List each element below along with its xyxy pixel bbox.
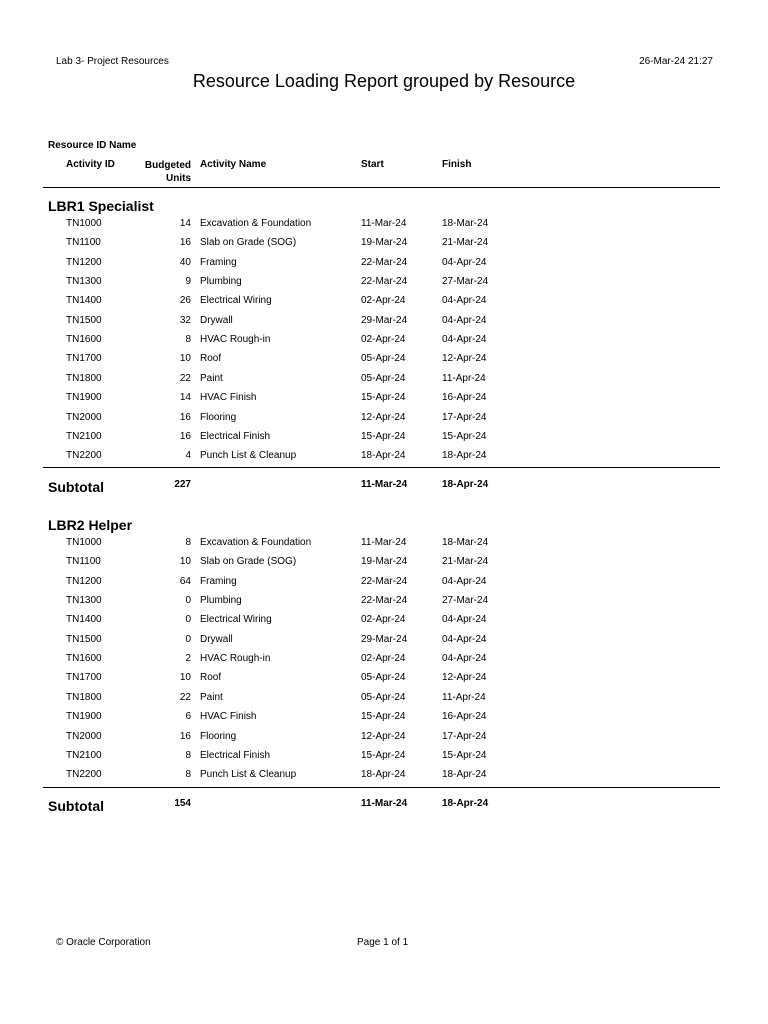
budgeted-units: 32 [179,314,191,326]
finish-date: 17-Apr-24 [442,730,487,742]
finish-date: 04-Apr-24 [442,314,487,326]
activity-id: TN1800 [66,372,102,384]
resource-group-title: LBR1 Specialist [48,198,154,214]
column-header-activity-name: Activity Name [200,159,267,170]
table-row [0,431,768,450]
table-row [0,218,768,237]
activity-id: TN2200 [66,769,102,781]
activity-name: Flooring [200,730,237,742]
budgeted-units: 0 [185,633,191,645]
finish-date: 04-Apr-24 [442,614,487,626]
budgeted-units: 14 [179,392,191,404]
header-divider [43,187,720,188]
finish-date: 12-Apr-24 [442,353,487,365]
table-row [0,614,768,633]
table-row [0,769,768,788]
table-row [0,392,768,411]
finish-date: 18-Apr-24 [442,769,487,781]
activity-name: Drywall [200,314,233,326]
budgeted-units: 10 [179,672,191,684]
activity-id: TN1000 [66,218,102,229]
budgeted-units: 10 [179,353,191,365]
activity-name: HVAC Finish [200,711,257,723]
budgeted-units: 16 [179,730,191,742]
table-row [0,556,768,575]
activity-name: Paint [200,691,223,703]
table-row [0,334,768,353]
finish-date: 04-Apr-24 [442,653,487,665]
budgeted-units: 40 [179,256,191,268]
activity-id: TN1200 [66,575,102,587]
table-row [0,315,768,334]
start-date: 05-Apr-24 [361,672,406,684]
budgeted-units: 22 [179,691,191,703]
start-date: 29-Mar-24 [361,314,408,326]
activity-name: Electrical Wiring [200,614,272,626]
activity-id: TN1100 [66,237,101,249]
budgeted-units: 16 [179,237,191,249]
activity-name: HVAC Rough-in [200,653,271,665]
activity-id: TN1100 [66,556,101,568]
activity-name: Roof [200,672,222,684]
activity-id: TN1600 [66,653,102,665]
budgeted-units: 16 [179,411,191,423]
activity-name: Framing [200,575,237,587]
table-row [0,257,768,276]
activity-id: TN2200 [66,450,102,462]
finish-date: 17-Apr-24 [442,411,487,423]
subtotal-divider [43,467,720,468]
activity-id: TN1700 [66,672,102,684]
activity-id: TN1300 [66,595,102,607]
finish-date: 04-Apr-24 [442,295,487,307]
start-date: 12-Apr-24 [361,730,406,742]
finish-date: 04-Apr-24 [442,334,487,346]
start-date: 22-Mar-24 [361,276,408,288]
budgeted-units: 8 [185,537,191,548]
start-date: 05-Apr-24 [361,353,406,365]
subtotal-divider [43,787,720,788]
table-row [0,692,768,711]
activity-id: TN1400 [66,295,102,307]
table-row [0,672,768,691]
activity-name: HVAC Rough-in [200,334,271,346]
finish-date: 18-Mar-24 [442,537,489,548]
finish-date: 21-Mar-24 [442,237,489,249]
start-date: 22-Mar-24 [361,595,408,607]
finish-date: 04-Apr-24 [442,256,487,268]
activity-id: TN1000 [66,537,102,548]
activity-id: TN1600 [66,334,102,346]
column-header-activity-id: Activity ID [66,159,115,170]
table-row [0,353,768,372]
column-header-start: Start [361,159,384,170]
start-date: 29-Mar-24 [361,633,408,645]
table-row [0,276,768,295]
start-date: 18-Apr-24 [361,769,406,781]
start-date: 11-Mar-24 [361,218,407,229]
start-date: 19-Mar-24 [361,556,408,568]
finish-date: 27-Mar-24 [442,595,489,607]
activity-name: Plumbing [200,276,242,288]
activity-name: Electrical Finish [200,749,271,761]
start-date: 02-Apr-24 [361,653,406,665]
start-date: 19-Mar-24 [361,237,408,249]
budgeted-units: 0 [185,614,191,626]
finish-date: 11-Apr-24 [442,691,486,703]
finish-date: 15-Apr-24 [442,749,487,761]
budgeted-units: 14 [179,218,191,229]
budgeted-units: 8 [185,769,191,781]
report-title: Resource Loading Report grouped by Resource [192,71,576,91]
table-row [0,711,768,730]
start-date: 18-Apr-24 [361,450,406,462]
subtotal-units: 227 [174,479,191,490]
budgeted-units: 2 [185,653,191,665]
activity-id: TN1900 [66,711,102,723]
table-row [0,731,768,750]
finish-date: 18-Mar-24 [442,218,489,229]
activity-id: TN2000 [66,730,102,742]
budgeted-units: 10 [179,556,191,568]
start-date: 15-Apr-24 [361,749,406,761]
finish-date: 11-Apr-24 [442,372,486,384]
finish-date: 18-Apr-24 [442,450,487,462]
project-name: Lab 3- Project Resources [56,56,169,67]
table-row [0,634,768,653]
activity-id: TN1200 [66,256,102,268]
activity-id: TN1300 [66,276,102,288]
budgeted-units: 9 [185,276,191,288]
budgeted-units: 6 [185,711,191,723]
budgeted-units: 16 [179,430,191,442]
column-header-finish: Finish [442,159,472,170]
activity-id: TN1500 [66,314,102,326]
activity-name: HVAC Finish [200,392,257,404]
subtotal-finish: 18-Apr-24 [442,479,489,490]
budgeted-units: 8 [185,749,191,761]
activity-name: Excavation & Foundation [200,537,312,548]
start-date: 15-Apr-24 [361,430,406,442]
subtotal-label: Subtotal [48,479,104,495]
activity-id: TN1700 [66,353,102,365]
start-date: 11-Mar-24 [361,537,407,548]
finish-date: 16-Apr-24 [442,392,487,404]
table-row [0,750,768,769]
finish-date: 16-Apr-24 [442,711,487,723]
activity-id: TN1800 [66,691,102,703]
activity-name: Framing [200,256,237,268]
column-header-budgeted-units: Budgeted Units [144,160,191,184]
activity-name: Plumbing [200,595,242,607]
activity-name: Electrical Wiring [200,295,272,307]
finish-date: 15-Apr-24 [442,430,487,442]
subtotal-start: 11-Mar-24 [361,479,408,490]
start-date: 12-Apr-24 [361,411,406,423]
activity-name: Roof [200,353,222,365]
table-row [0,653,768,672]
activity-id: TN1900 [66,392,102,404]
subtotal-units: 154 [174,798,191,809]
column-header-resource-id-name: Resource ID Name [48,140,137,151]
activity-name: Drywall [200,633,233,645]
start-date: 22-Mar-24 [361,256,408,268]
table-row [0,237,768,256]
start-date: 02-Apr-24 [361,295,406,307]
budgeted-units: 4 [185,450,191,462]
finish-date: 04-Apr-24 [442,633,487,645]
start-date: 02-Apr-24 [361,614,406,626]
activity-name: Slab on Grade (SOG) [200,237,297,249]
table-row [0,412,768,431]
budgeted-units: 22 [179,372,191,384]
footer-page-number: Page 1 of 1 [357,937,409,948]
finish-date: 04-Apr-24 [442,575,487,587]
budgeted-units: 0 [185,595,191,607]
activity-name: Excavation & Foundation [200,218,312,229]
table-row [0,595,768,614]
table-row [0,295,768,314]
activity-id: TN1500 [66,633,102,645]
subtotal-start: 11-Mar-24 [361,798,408,809]
start-date: 05-Apr-24 [361,691,406,703]
activity-id: TN2000 [66,411,102,423]
finish-date: 27-Mar-24 [442,276,489,288]
activity-name: Slab on Grade (SOG) [200,556,297,568]
finish-date: 21-Mar-24 [442,556,489,568]
table-row [0,373,768,392]
table-row [0,537,768,556]
resource-group-title: LBR2 Helper [48,517,133,533]
footer-copyright: © Oracle Corporation [56,937,151,948]
activity-name: Punch List & Cleanup [200,450,297,462]
budgeted-units: 8 [185,334,191,346]
activity-name: Flooring [200,411,237,423]
budgeted-units: 26 [179,295,191,307]
activity-id: TN1400 [66,614,102,626]
activity-name: Electrical Finish [200,430,271,442]
subtotal-finish: 18-Apr-24 [442,798,489,809]
budgeted-units: 64 [179,575,191,587]
activity-id: TN2100 [66,430,102,442]
activity-id: TN2100 [66,749,102,761]
start-date: 15-Apr-24 [361,711,406,723]
start-date: 15-Apr-24 [361,392,406,404]
activity-name: Paint [200,372,223,384]
activity-name: Punch List & Cleanup [200,769,297,781]
report-datetime: 26-Mar-24 21:27 [639,56,713,67]
finish-date: 12-Apr-24 [442,672,487,684]
start-date: 02-Apr-24 [361,334,406,346]
start-date: 22-Mar-24 [361,575,408,587]
table-row [0,576,768,595]
subtotal-label: Subtotal [48,798,104,814]
start-date: 05-Apr-24 [361,372,406,384]
